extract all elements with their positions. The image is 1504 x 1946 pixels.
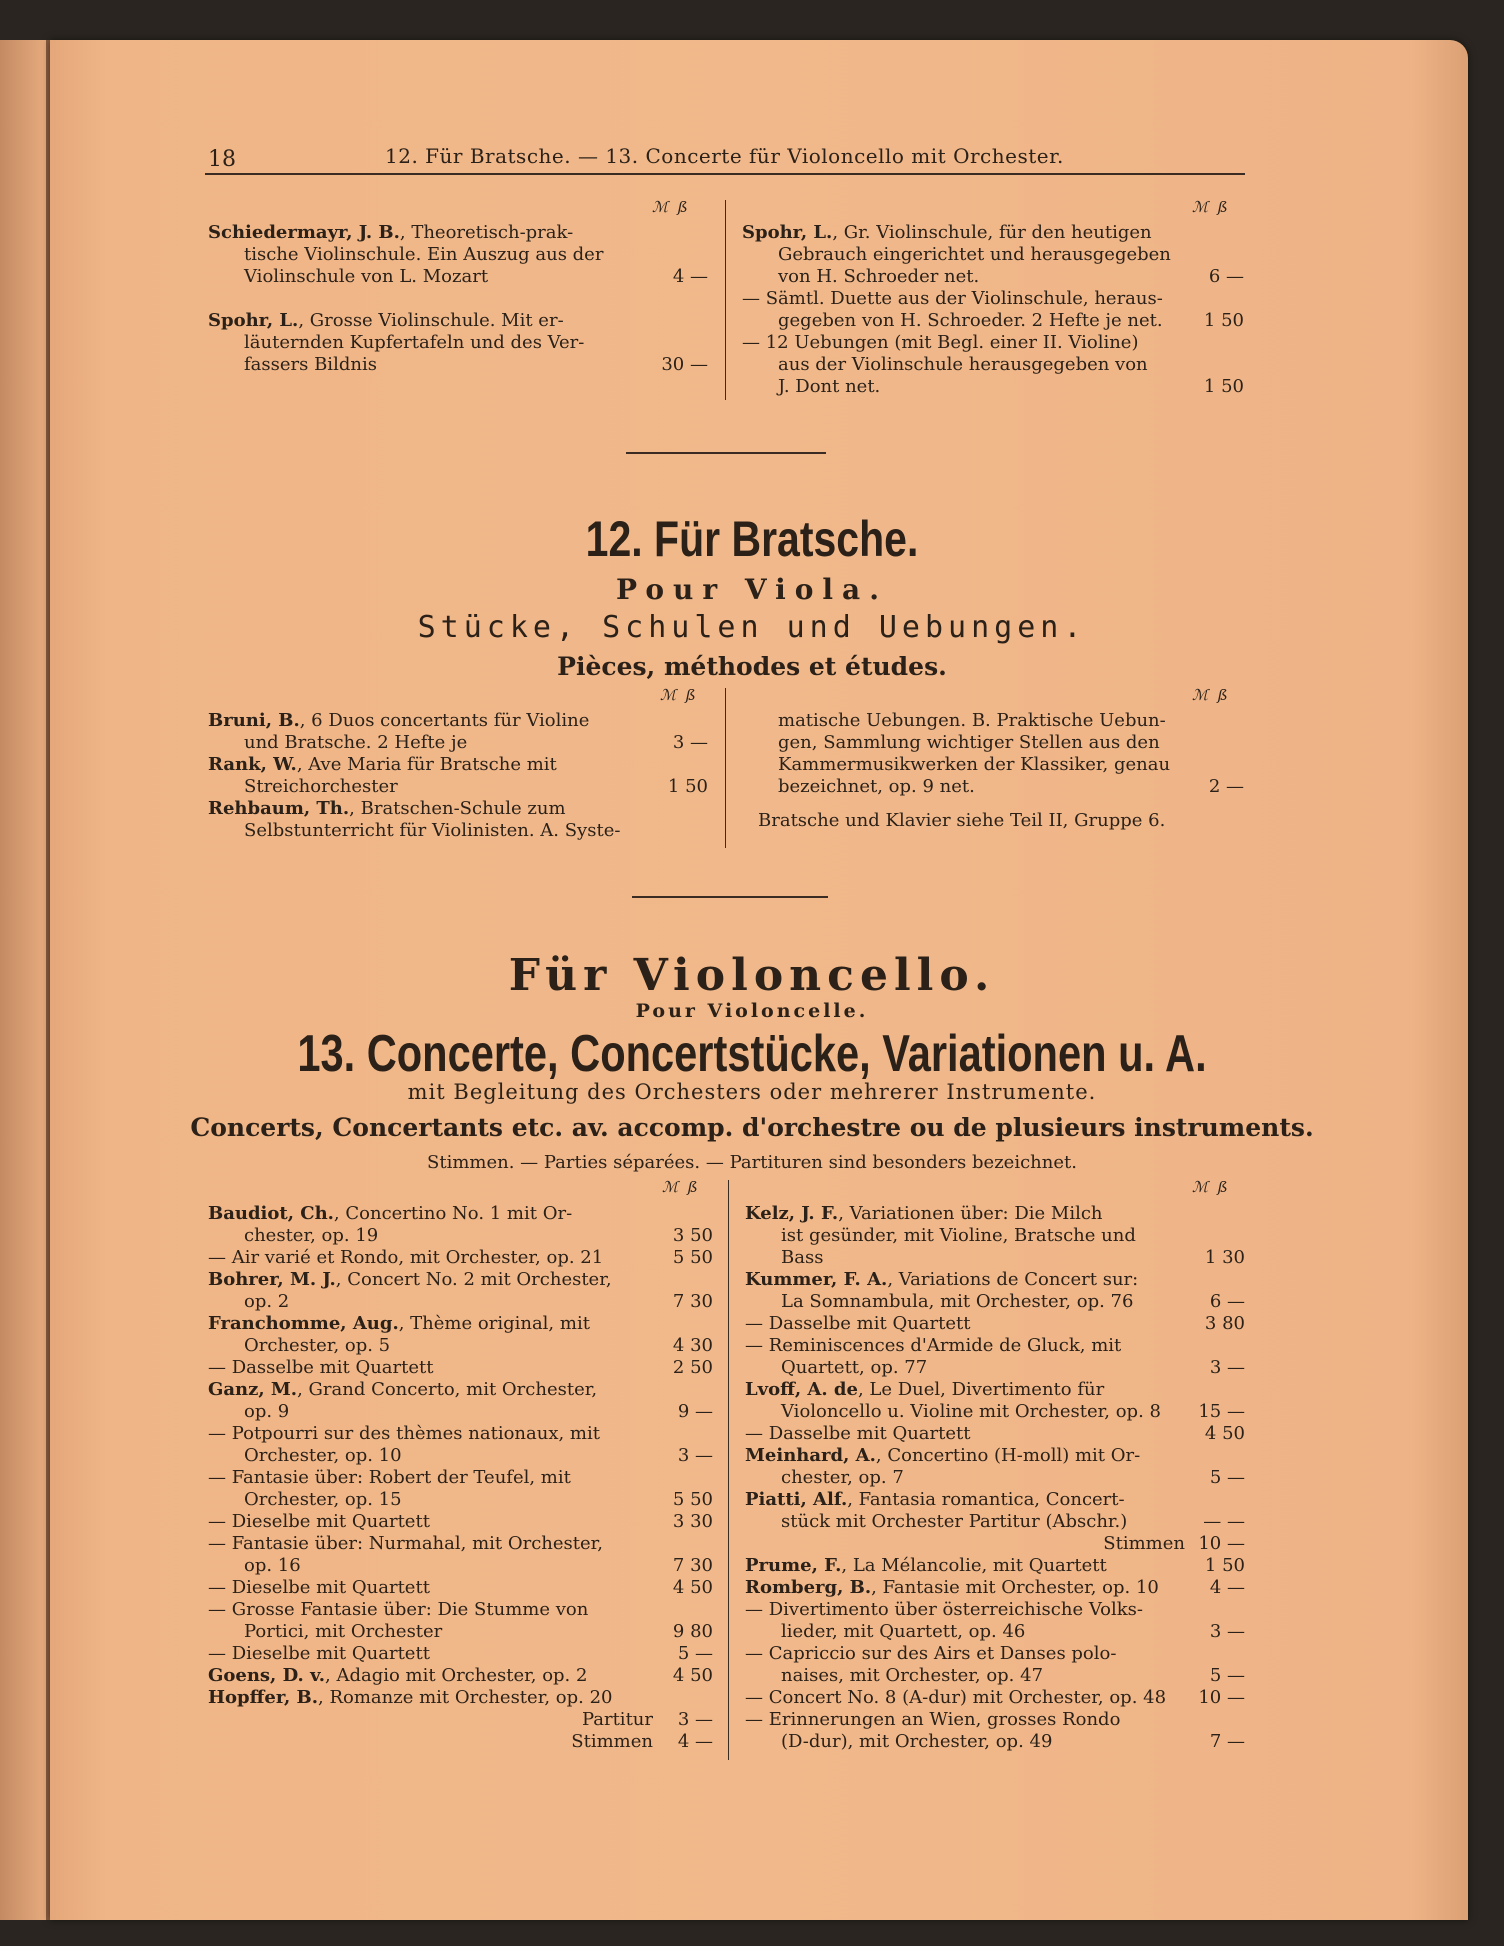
catalog-line — [742, 710, 1244, 732]
entry-text: läuternden Kupfertafeln und des Ver- — [244, 332, 585, 353]
composer-name: Ganz, M. — [208, 1379, 298, 1400]
mark-symbol: ℳ — [1192, 686, 1209, 704]
price: 1 50 — [1203, 376, 1244, 397]
composer-name: Schiedermayr, J. B. — [208, 222, 400, 243]
entry-text: chester, op. 7 — [781, 1467, 904, 1488]
catalog-line — [745, 1709, 1245, 1731]
price: 5 50 — [672, 1247, 713, 1268]
entry-text: — Air varié et Rondo, mit Orchester, op. 21 — [208, 1247, 604, 1268]
column-divider — [725, 688, 726, 848]
entry-text: — Grosse Fantasie über: Die Stumme von — [208, 1599, 589, 1620]
header-rule — [205, 173, 1245, 175]
entry-text: Kammermusikwerken der Klassiker, genau — [778, 754, 1171, 775]
section-12-right-column — [742, 710, 1244, 798]
section-13-title: 13. Concerte, Concertstücke, Variationen u. A. — [297, 1025, 1207, 1083]
price: 2 50 — [672, 1357, 713, 1378]
price: 7 — — [1209, 1731, 1245, 1752]
currency-header-left — [660, 686, 696, 704]
catalog-line — [745, 1731, 1245, 1753]
work-description: , Concertino No. 1 mit Or- — [333, 1203, 573, 1224]
catalog-line — [208, 1599, 713, 1621]
catalog-line — [208, 1225, 713, 1247]
price: 3 — — [1209, 1357, 1245, 1378]
price: 5 50 — [672, 1489, 713, 1510]
catalog-line — [745, 1247, 1245, 1269]
mark-symbol: ℳ — [660, 686, 677, 704]
price: 1 50 — [1203, 310, 1244, 331]
work-description: , Romanze mit Orchester, op. 20 — [318, 1687, 613, 1708]
price: 6 — — [1208, 266, 1244, 287]
composer-name: Spohr, L. — [742, 222, 833, 243]
entry-text: op. 2 — [244, 1291, 290, 1312]
catalog-line — [745, 1643, 1245, 1665]
work-description: , Le Duel, Divertimento für — [857, 1379, 1105, 1400]
entry-text — [208, 1313, 590, 1335]
catalog-line — [208, 1621, 713, 1643]
catalog-line — [745, 1203, 1245, 1225]
price: 7 30 — [672, 1555, 713, 1576]
catalog-line — [208, 710, 708, 732]
catalog-line — [742, 332, 1244, 354]
work-description: , Bratschen-Schule zum — [349, 798, 566, 819]
catalog-line — [208, 732, 708, 754]
section-13-subtitle-de: mit Begleitung des Orchesters oder mehrerer Instrumente. — [407, 1080, 1097, 1104]
price: 3 80 — [1204, 1313, 1245, 1334]
catalog-line — [208, 354, 708, 376]
work-description: , Variations de Concert sur: — [887, 1269, 1139, 1290]
entry-text: — Dasselbe mit Quartett — [745, 1313, 971, 1334]
column-divider — [728, 1180, 729, 1760]
catalog-line — [208, 1533, 713, 1555]
catalog-line — [742, 222, 1244, 244]
entry-text: — Dasselbe mit Quartett — [745, 1423, 971, 1444]
price: 3 — — [1209, 1621, 1245, 1642]
section-13-left-column — [208, 1203, 713, 1753]
catalog-line — [208, 1401, 713, 1423]
entry-text: Gebrauch eingerichtet und herausgegeben — [778, 244, 1171, 265]
catalog-line — [742, 776, 1244, 798]
mark-symbol: ℳ — [652, 198, 669, 216]
work-description: , Grosse Violinschule. Mit er- — [298, 310, 564, 331]
mark-symbol: ℳ — [662, 1178, 679, 1196]
price: 4 — — [1209, 1577, 1245, 1598]
violoncello-group-title: Für Violoncello. — [508, 950, 996, 1001]
composer-name: Prume, F. — [745, 1555, 842, 1576]
entry-text — [208, 754, 557, 776]
catalog-line — [208, 820, 708, 842]
price: 9 — — [677, 1401, 713, 1422]
entry-text: stück mit Orchester Partitur (Abschr.) — [781, 1511, 1128, 1532]
catalog-line — [208, 266, 708, 288]
entry-text: Violoncello u. Violine mit Orchester, op. 8 — [781, 1401, 1161, 1422]
violoncello-group-fr: Pour Violoncelle. — [635, 1000, 869, 1022]
column-divider — [725, 200, 726, 400]
catalog-line — [745, 1379, 1245, 1401]
work-description: , Adagio mit Orchester, op. 2 — [325, 1665, 588, 1686]
entry-text — [745, 1489, 1125, 1511]
entry-text: ist gesünder, mit Violine, Bratsche und — [781, 1225, 1136, 1246]
entry-text: von H. Schroeder net. — [778, 266, 980, 287]
entry-text: lieder, mit Quartett, op. 46 — [781, 1621, 1026, 1642]
entry-text: fassers Bildnis — [244, 354, 377, 375]
composer-name: Meinhard, A. — [745, 1445, 876, 1466]
catalog-line — [208, 1247, 713, 1269]
entry-text — [745, 1445, 1140, 1467]
composer-name: Kelz, J. F. — [745, 1203, 839, 1224]
price: 3 30 — [672, 1511, 713, 1532]
catalog-line — [208, 1511, 713, 1533]
currency-header-right — [1192, 686, 1228, 704]
section-12-subtitle-de: Stücke, Schulen und Uebungen. — [417, 610, 1087, 645]
pfennig-symbol: ß — [677, 198, 688, 216]
catalog-line — [208, 1555, 713, 1577]
entry-text: Stimmen — [571, 1731, 653, 1752]
price: 10 — — [1198, 1533, 1245, 1554]
entry-text — [745, 1379, 1104, 1401]
entry-text: op. 9 — [244, 1401, 290, 1422]
catalog-line — [208, 1665, 713, 1687]
work-description: , Fantasie mit Orchester, op. 10 — [871, 1577, 1159, 1598]
entry-text: bezeichnet, op. 9 net. — [778, 776, 975, 797]
catalog-line — [208, 1577, 713, 1599]
section-12-subtitle-fr: Pour Viola. — [616, 573, 888, 606]
catalog-line — [745, 1489, 1245, 1511]
entry-text: — Potpourri sur des thèmes nationaux, mit — [208, 1423, 600, 1444]
catalog-line — [745, 1357, 1245, 1379]
catalog-line — [208, 1423, 713, 1445]
price: 3 50 — [672, 1225, 713, 1246]
pfennig-symbol: ß — [1217, 1178, 1228, 1196]
composer-name: Lvoff, A. de — [745, 1379, 858, 1400]
section-12-left-column — [208, 710, 708, 842]
pfennig-symbol: ß — [687, 1178, 698, 1196]
entry-text: — Dasselbe mit Quartett — [208, 1357, 434, 1378]
price: 3 — — [672, 732, 708, 753]
catalog-line — [745, 1555, 1245, 1577]
catalog-line — [208, 288, 708, 310]
section-13-subtitle-fr: Concerts, Concertants etc. av. accomp. d'orchestre ou de plusieurs instruments. — [190, 1113, 1314, 1142]
entry-text: Partitur — [581, 1709, 653, 1730]
top-left-column — [208, 222, 708, 376]
work-description: , Theoretisch-prak- — [399, 222, 574, 243]
entry-text: — Fantasie über: Robert der Teufel, mit — [208, 1467, 571, 1488]
price: 5 — — [1209, 1467, 1245, 1488]
catalog-line — [208, 1489, 713, 1511]
price: 10 — — [1198, 1687, 1245, 1708]
entry-text: — Dieselbe mit Quartett — [208, 1577, 430, 1598]
price: 1 50 — [667, 776, 708, 797]
catalog-line — [208, 244, 708, 266]
entry-text: La Somnambula, mit Orchester, op. 76 — [781, 1291, 1134, 1312]
entry-text: gen, Sammlung wichtiger Stellen aus den — [778, 732, 1160, 753]
catalog-line — [742, 754, 1244, 776]
entry-text: naises, mit Orchester, op. 47 — [781, 1665, 1044, 1686]
catalog-line — [745, 1533, 1245, 1555]
entry-text: op. 16 — [244, 1555, 301, 1576]
catalog-line — [208, 1269, 713, 1291]
catalog-line — [208, 1445, 713, 1467]
entry-text: Orchester, op. 15 — [244, 1489, 402, 1510]
catalog-line — [742, 354, 1244, 376]
catalog-line — [208, 1313, 713, 1335]
entry-text: gegeben von H. Schroeder. 2 Hefte je net. — [778, 310, 1163, 331]
entry-text: chester, op. 19 — [244, 1225, 379, 1246]
catalog-line — [208, 332, 708, 354]
catalog-line — [208, 310, 708, 332]
entry-text: (D-dur), mit Orchester, op. 49 — [781, 1731, 1053, 1752]
price: 4 50 — [1204, 1423, 1245, 1444]
entry-text: — Fantasie über: Nurmahal, mit Orchester, — [208, 1533, 604, 1554]
entry-text: — 12 Uebungen (mit Begl. einer II. Violine) — [742, 332, 1139, 353]
catalog-line — [742, 288, 1244, 310]
entry-text: — Divertimento über österreichische Volks- — [745, 1599, 1143, 1620]
entry-text: — Sämtl. Duette aus der Violinschule, heraus- — [742, 288, 1163, 309]
section-12-subtitle-fr2: Pièces, méthodes et études. — [557, 652, 947, 681]
entry-text: Bass — [781, 1247, 824, 1268]
catalog-line — [745, 1269, 1245, 1291]
catalog-line — [745, 1511, 1245, 1533]
composer-name: Spohr, L. — [208, 310, 299, 331]
currency-header-left — [652, 198, 688, 216]
work-description: , Gr. Violinschule, für den heutigen — [832, 222, 1152, 243]
catalog-line — [742, 376, 1244, 398]
catalog-line — [208, 1687, 713, 1709]
entry-text: Selbstunterricht für Violinisten. A. Syste- — [244, 820, 621, 841]
composer-name: Bruni, B. — [208, 710, 300, 731]
entry-text: Portici, mit Orchester — [244, 1621, 443, 1642]
composer-name: Kummer, F. A. — [745, 1269, 888, 1290]
entry-text — [208, 1687, 612, 1709]
catalog-line — [742, 266, 1244, 288]
entry-text — [745, 1555, 1107, 1577]
pfennig-symbol: ß — [685, 686, 696, 704]
price: 5 — — [677, 1643, 713, 1664]
entry-text — [208, 710, 589, 732]
catalog-line — [745, 1423, 1245, 1445]
catalog-line — [742, 244, 1244, 266]
entry-text — [208, 1203, 572, 1225]
currency-header-right — [1192, 198, 1228, 216]
entry-text: — Capriccio sur des Airs et Danses polo- — [745, 1643, 1117, 1664]
catalog-line — [745, 1225, 1245, 1247]
price: 2 — — [1208, 776, 1244, 797]
pfennig-symbol: ß — [1217, 198, 1228, 216]
entry-text: Quartett, op. 77 — [781, 1357, 928, 1378]
entry-text: und Bratsche. 2 Hefte je — [244, 732, 468, 753]
section-13-right-column — [745, 1203, 1245, 1753]
entry-text: matische Uebungen. B. Praktische Uebun- — [778, 710, 1166, 731]
section-separator — [632, 896, 828, 898]
composer-name: Goens, D. v. — [208, 1665, 325, 1686]
catalog-line — [745, 1665, 1245, 1687]
catalog-line — [208, 1379, 713, 1401]
composer-name: Baudiot, Ch. — [208, 1203, 334, 1224]
catalog-line — [208, 1203, 713, 1225]
entry-text: — Concert No. 8 (A-dur) mit Orchester, op. 48 — [745, 1687, 1167, 1708]
price: 4 — — [672, 266, 708, 287]
currency-header-left — [662, 1178, 698, 1196]
catalog-line — [208, 754, 708, 776]
entry-text: Orchester, op. 5 — [244, 1335, 391, 1356]
entry-text — [208, 310, 564, 332]
price: 3 — — [677, 1709, 713, 1730]
catalog-line — [745, 1335, 1245, 1357]
catalog-line — [208, 1357, 713, 1379]
section-13-note: Stimmen. — Parties séparées. — Partituren sind besonders bezeichnet. — [427, 1152, 1077, 1173]
pfennig-symbol: ß — [1217, 686, 1228, 704]
catalog-line — [742, 732, 1244, 754]
catalog-line — [745, 1621, 1245, 1643]
page-number: 18 — [208, 147, 236, 172]
catalog-line — [745, 1599, 1245, 1621]
catalog-line — [208, 798, 708, 820]
catalog-line — [742, 310, 1244, 332]
entry-text — [208, 798, 566, 820]
price: 7 30 — [672, 1291, 713, 1312]
composer-name: Rehbaum, Th. — [208, 798, 350, 819]
entry-text — [208, 222, 573, 244]
catalog-line — [208, 776, 708, 798]
currency-header-right — [1192, 1178, 1228, 1196]
catalog-line — [208, 222, 708, 244]
top-right-column — [742, 222, 1244, 398]
entry-text: Orchester, op. 10 — [244, 1445, 402, 1466]
catalog-line — [745, 1687, 1245, 1709]
catalog-line — [745, 1577, 1245, 1599]
composer-name: Bohrer, M. J. — [208, 1269, 336, 1290]
work-description: , Concertino (H-moll) mit Or- — [875, 1445, 1141, 1466]
catalog-line — [208, 1291, 713, 1313]
price: 1 50 — [1204, 1555, 1245, 1576]
entry-text: aus der Violinschule herausgegeben von — [778, 354, 1148, 375]
entry-text: J. Dont net. — [778, 376, 881, 397]
catalog-line — [745, 1467, 1245, 1489]
work-description: , Ave Maria für Bratsche mit — [296, 754, 557, 775]
entry-text: — Erinnerungen an Wien, grosses Rondo — [745, 1709, 1121, 1730]
entry-text — [208, 1379, 597, 1401]
work-description: , Thème original, mit — [398, 1313, 590, 1334]
section-12-note: Bratsche und Klavier siehe Teil II, Gruppe 6. — [758, 810, 1166, 831]
work-description: , Variationen über: Die Milch — [838, 1203, 1103, 1224]
composer-name: Hopffer, B. — [208, 1687, 319, 1708]
work-description: , Grand Concerto, mit Orchester, — [297, 1379, 598, 1400]
mark-symbol: ℳ — [1192, 1178, 1209, 1196]
price: 6 — — [1209, 1291, 1245, 1312]
price: 1 30 — [1204, 1247, 1245, 1268]
catalog-line — [745, 1445, 1245, 1467]
entry-text: Violinschule von L. Mozart — [244, 266, 489, 287]
price: 3 — — [677, 1445, 713, 1466]
price: 15 — — [1198, 1401, 1245, 1422]
catalog-line — [208, 1467, 713, 1489]
work-description: , 6 Duos concertants für Violine — [299, 710, 590, 731]
catalog-line — [208, 1709, 713, 1731]
entry-text: Stimmen — [1103, 1533, 1185, 1554]
catalog-line — [208, 1335, 713, 1357]
price: — — — [1203, 1511, 1245, 1532]
price: 30 — — [661, 354, 708, 375]
entry-text — [745, 1577, 1159, 1599]
entry-text — [745, 1269, 1138, 1291]
entry-text: — Dieselbe mit Quartett — [208, 1511, 430, 1532]
entry-text: — Reminiscences d'Armide de Gluck, mit — [745, 1335, 1122, 1356]
work-description: , Concert No. 2 mit Orchester, — [335, 1269, 612, 1290]
catalog-line — [208, 1731, 713, 1753]
catalog-line — [745, 1291, 1245, 1313]
catalog-line — [745, 1401, 1245, 1423]
entry-text — [742, 222, 1152, 244]
entry-text: tische Violinschule. Ein Auszug aus der — [244, 244, 604, 265]
work-description: , La Mélancolie, mit Quartett — [841, 1555, 1107, 1576]
composer-name: Rank, W. — [208, 754, 297, 775]
composer-name: Franchomme, Aug. — [208, 1313, 399, 1334]
entry-text — [208, 1269, 612, 1291]
price: 4 30 — [672, 1335, 713, 1356]
running-title: 12. Für Bratsche. — 13. Concerte für Violoncello mit Orchester. — [385, 144, 1064, 168]
section-12-title: 12. Für Bratsche. — [585, 511, 919, 567]
entry-text — [208, 1665, 587, 1687]
price: 4 50 — [672, 1665, 713, 1686]
entry-text: Streichorchester — [244, 776, 398, 797]
catalog-line — [745, 1313, 1245, 1335]
mark-symbol: ℳ — [1192, 198, 1209, 216]
price: 4 50 — [672, 1577, 713, 1598]
entry-text — [745, 1203, 1103, 1225]
price: 4 — — [677, 1731, 713, 1752]
composer-name: Piatti, Alf. — [745, 1489, 848, 1510]
price: 5 — — [1209, 1665, 1245, 1686]
catalog-line — [208, 1643, 713, 1665]
section-separator — [626, 452, 826, 454]
entry-text: — Dieselbe mit Quartett — [208, 1643, 430, 1664]
work-description: , Fantasia romantica, Concert- — [847, 1489, 1125, 1510]
composer-name: Romberg, B. — [745, 1577, 872, 1598]
price: 9 80 — [672, 1621, 713, 1642]
